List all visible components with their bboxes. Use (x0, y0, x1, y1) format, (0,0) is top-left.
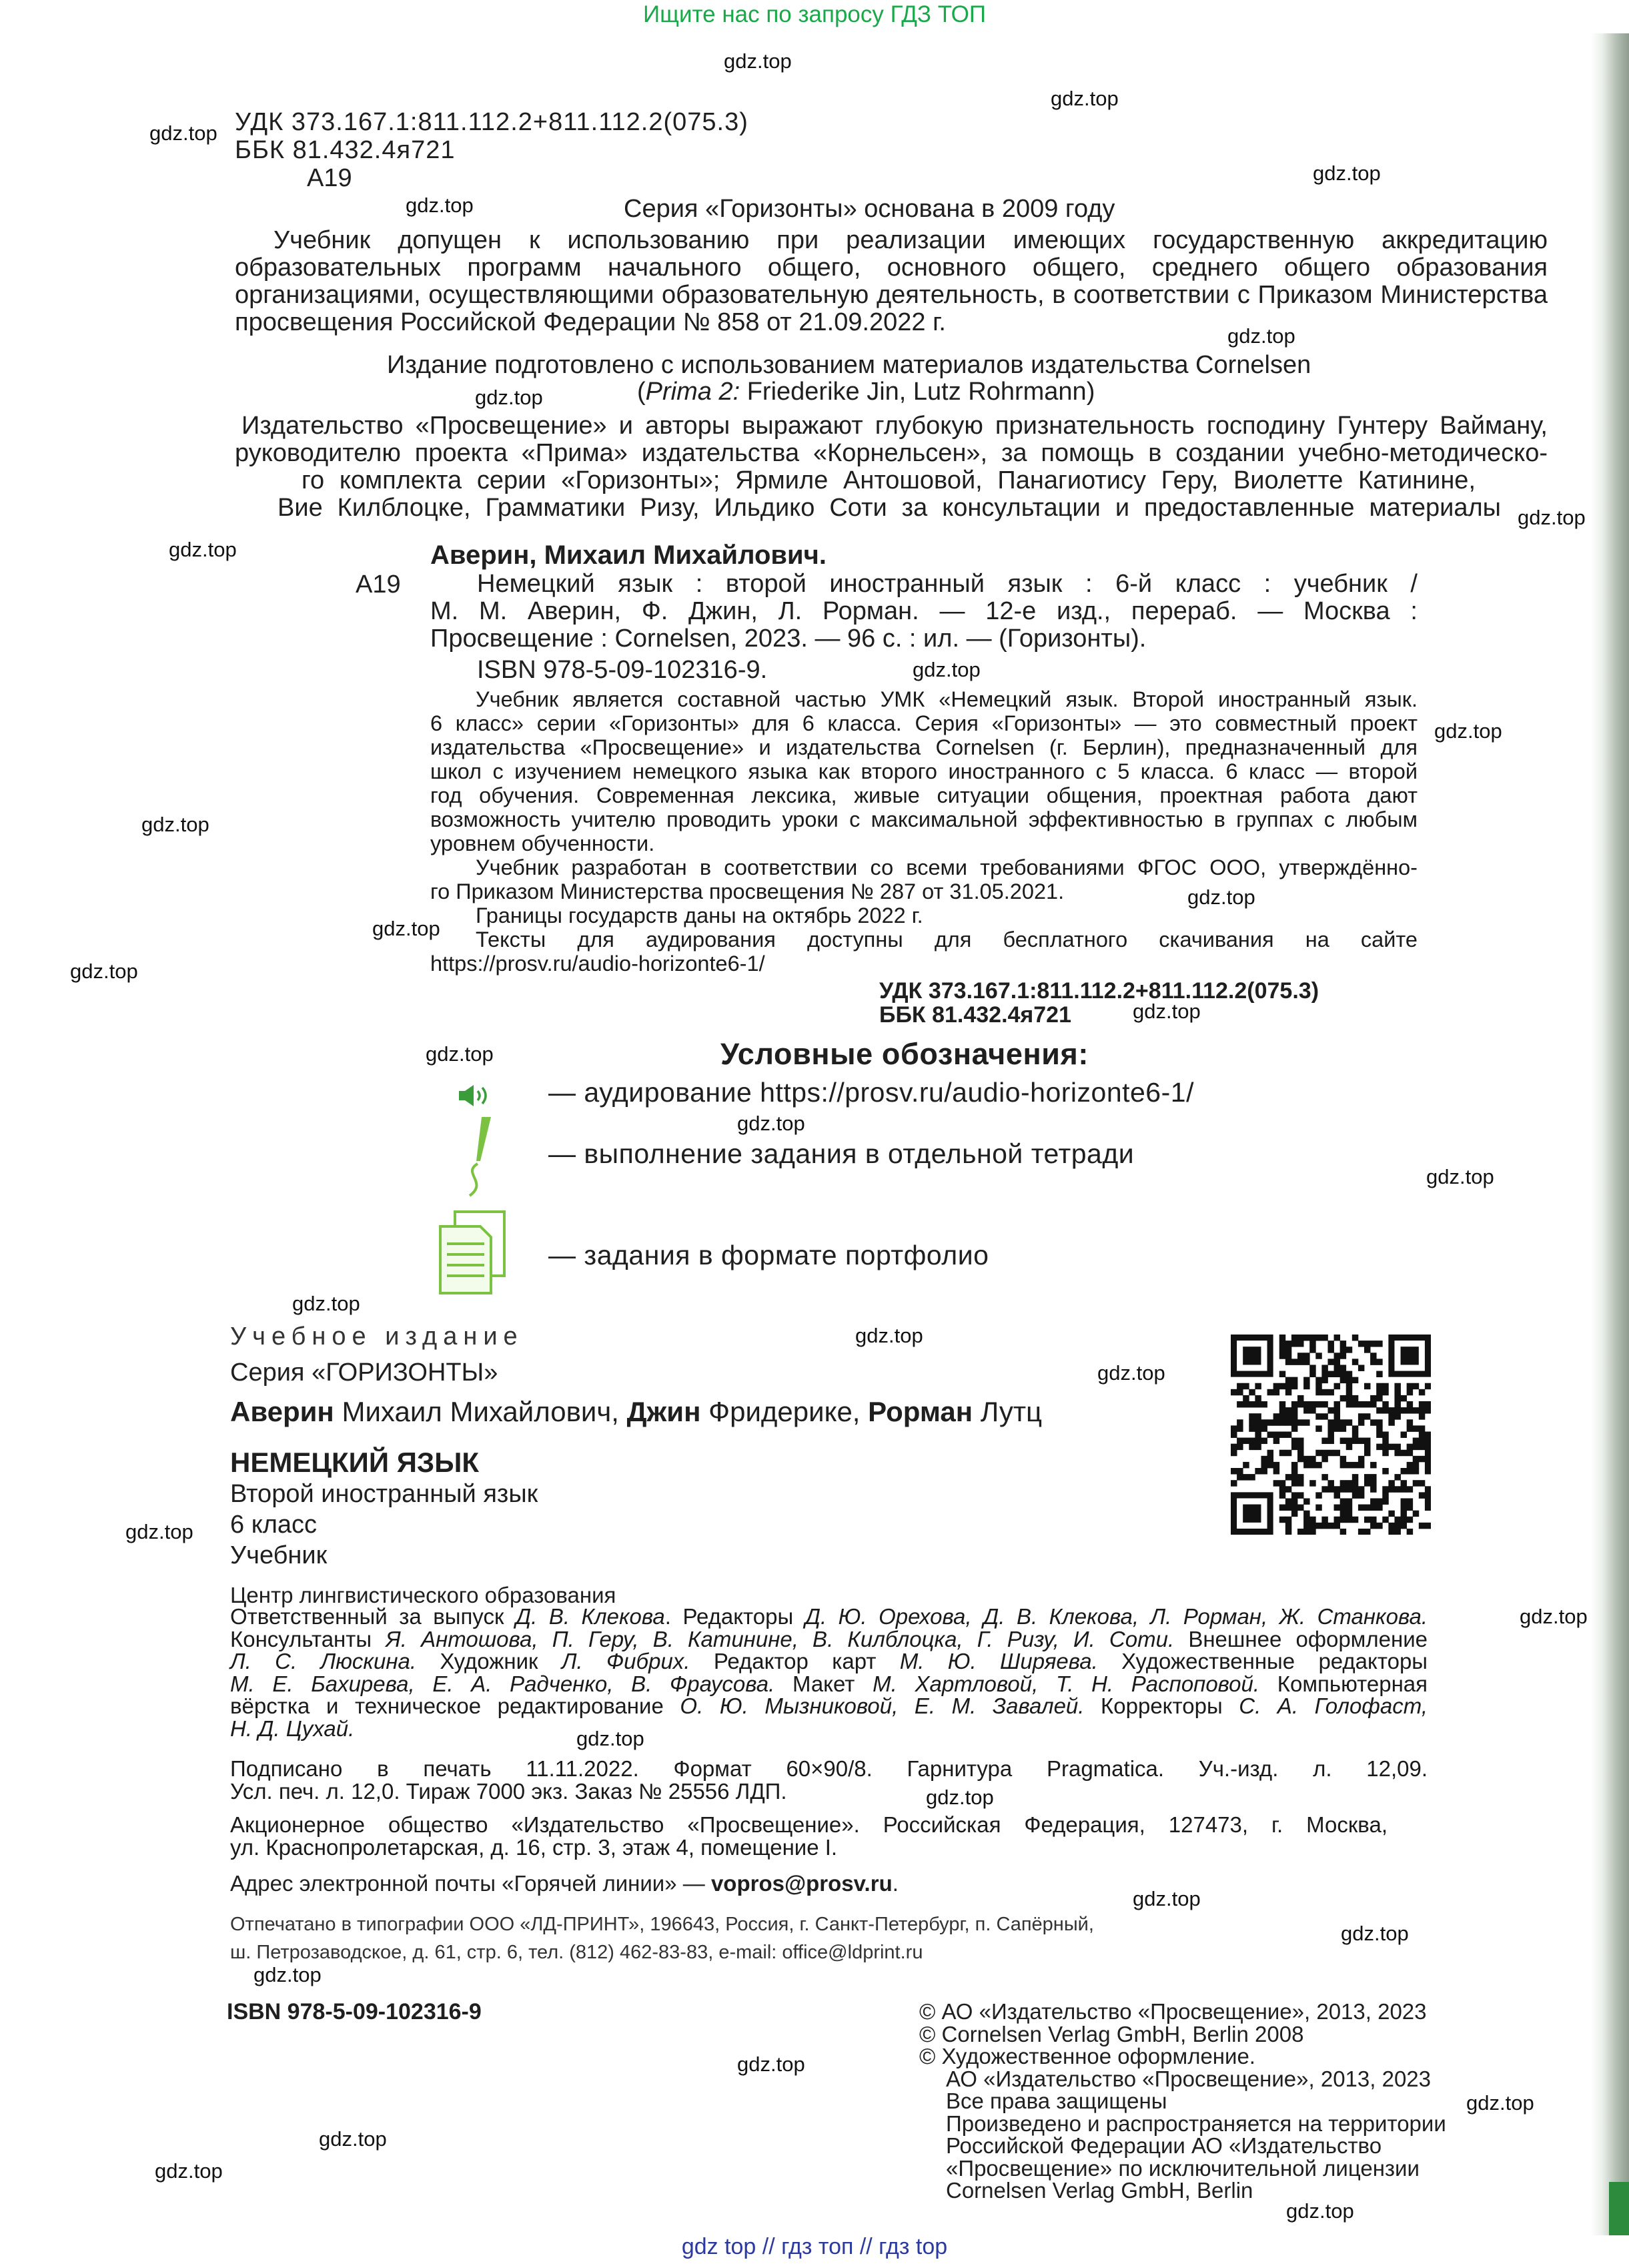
watermark: gdz.top (406, 194, 474, 217)
watermark: gdz.top (475, 386, 543, 409)
watermark: gdz.top (292, 1292, 360, 1315)
text-line: организациями, осуществляющими образовательную деятельность, в соответствии с Приказом Министерства (235, 281, 1548, 309)
watermark: gdz.top (1341, 1922, 1409, 1945)
text-line: издательства «Просвещение» и издательства Cornelsen (г. Берлин), предназначенный для (430, 735, 1418, 759)
catalog-udk: УДК 373.167.1:811.112.2+811.112.2(075.3) (879, 978, 1319, 1004)
text-line: год обучения. Современная лексика, живые ситуации общения, проектная работа дают (430, 783, 1418, 807)
speaker-icon (458, 1082, 495, 1109)
imprint-isbn: ISBN 978-5-09-102316-9 (227, 1999, 482, 2024)
copyright-line: Все права защищены (946, 2089, 1167, 2113)
watermark: gdz.top (155, 2159, 223, 2183)
top-banner[interactable]: Ищите нас по запросу ГДЗ ТОП (643, 1, 986, 27)
author-name: Фридерике, (708, 1396, 861, 1427)
watermark: gdz.top (1466, 2091, 1534, 2115)
text-line: Учебник разработан в соответствии со всеми требованиями ФГОС ООО, утверждённо- (476, 855, 1418, 879)
imprint-series: Серия «ГОРИЗОНТЫ» (230, 1359, 498, 1387)
watermark: gdz.top (1286, 2199, 1354, 2223)
watermark: gdz.top (1133, 1000, 1201, 1023)
text-line: Усл. печ. л. 12,0. Тираж 7000 экз. Заказ № 25556 ЛДП. (230, 1779, 787, 1804)
author-surname: Аверин (230, 1396, 334, 1427)
prima-authors: Friederike Jin, Lutz Rohrmann) (746, 378, 1095, 406)
text-line: М. М. Аверин, Ф. Джин, Л. Рорман. — 12-е изд., перераб. — Москва : (430, 597, 1418, 625)
header-udk: УДК 373.167.1:811.112.2+811.112.2(075.3) (235, 108, 748, 136)
copyright-line: Российской Федерации АО «Издательство (946, 2133, 1382, 2158)
edition-note-line2: (Prima 2: Friederike Jin, Lutz Rohrmann) (637, 378, 1095, 406)
text-line: Границы государств даны на октябрь 2022 г. (476, 903, 923, 927)
staff-names: М. Е. Бахирева, Е. А. Радченко, В. Фраусова. (230, 1671, 775, 1696)
staff-label: Внешнее оформление (1188, 1626, 1428, 1651)
header-bbk: ББК 81.432.4я721 (235, 136, 456, 164)
staff-names: М. Ю. Ширяева. (899, 1649, 1098, 1673)
staff-label: Художник (440, 1649, 538, 1673)
watermark: gdz.top (1133, 1887, 1201, 1910)
footer-links[interactable]: gdz top // гдз топ // гдз top (681, 2234, 948, 2259)
watermark: gdz.top (253, 1963, 322, 1986)
text-line: ул. Краснопролетарская, д. 16, стр. 3, этаж 4, помещение I. (230, 1835, 838, 1860)
staff-names: Л. С. Люскина. (230, 1649, 417, 1673)
staff-label: Художественные редакторы (1121, 1649, 1428, 1673)
author-surname: Рорман (868, 1396, 973, 1427)
linguistic-center: Центр лингвистического образования (230, 1583, 616, 1607)
legend-title: Условные обозначения: (720, 1037, 1089, 1071)
text-line: школ с изучением немецкого языка как второго иностранного с 5 класса. 6 класс — второй (430, 759, 1418, 783)
staff-names: М. Хартловой, Т. Н. Распоповой. (873, 1671, 1260, 1696)
catalog-isbn: ISBN 978-5-09-102316-9. (477, 656, 768, 684)
text-line: го комплекта серии «Горизонты»; Ярмиле Антошовой, Панагиотису Геру, Виолетте Катинине, (302, 466, 1476, 494)
edition-type: Учебное издание (230, 1322, 524, 1351)
watermark: gdz.top (70, 960, 138, 983)
copyright-line: Cornelsen Verlag GmbH, Berlin (946, 2178, 1253, 2203)
hotline-email-link[interactable]: vopros@prosv.ru (710, 1871, 893, 1896)
qr-code[interactable] (1231, 1335, 1431, 1535)
legend-audio-text: — аудирование https://prosv.ru/audio-horizonte6-1/ (548, 1077, 1194, 1108)
watermark: gdz.top (1227, 324, 1295, 348)
staff-label: Редакторы (682, 1604, 794, 1629)
catalog-code: А19 (356, 571, 401, 599)
author-name: Лутц (980, 1396, 1043, 1427)
text-line: Вие Килблоцке, Грамматики Ризу, Ильдико Соти за консультации и предоставленные материалы (278, 494, 1501, 522)
watermark: gdz.top (125, 1520, 193, 1543)
text-line: Издательство «Просвещение» и авторы выражают глубокую признательность господину Гунтеру Вайману, (241, 412, 1548, 440)
imprint-authors (230, 1396, 1042, 1428)
text-line: Учебник является составной частью УМК «Немецкий язык. Второй иностранный язык. (476, 687, 1418, 711)
author-surname: Джин (626, 1396, 701, 1427)
text-line: уровнем обученности. (430, 831, 655, 855)
staff-names: Д. В. Клекова (515, 1604, 665, 1629)
staff-names: С. А. Голофаст, (1239, 1693, 1428, 1718)
approval-paragraph (235, 227, 1548, 336)
watermark: gdz.top (913, 658, 981, 681)
page-edge-shadow (1590, 33, 1629, 2235)
staff-label: Консультанты (230, 1626, 372, 1651)
watermark: gdz.top (1518, 506, 1586, 529)
edition-note-line1: Издание подготовлено с использованием материалов издательства Cornelsen (387, 351, 1311, 379)
book-title: НЕМЕЦКИЙ ЯЗЫК (230, 1447, 479, 1478)
book-subtitle: Второй иностранный язык (230, 1480, 538, 1508)
text-line: руководителю проекта «Прима» издательства «Корнельсен», за помощь в создании учебно-методическо- (235, 439, 1548, 467)
watermark: gdz.top (1097, 1361, 1165, 1385)
text-line: го Приказом Министерства просвещения № 287 от 31.05.2021. (430, 879, 1065, 903)
watermark: gdz.top (1313, 161, 1381, 185)
staff-label: Корректоры (1101, 1693, 1223, 1718)
copyright-line: © Художественное оформление. (919, 2044, 1255, 2068)
series-founded-note: Серия «Горизонты» основана в 2009 году (624, 195, 1115, 223)
text-line: образовательных программ начального общего, основного общего, среднего общего образования (235, 254, 1548, 282)
watermark: gdz.top (737, 2052, 805, 2076)
watermark: gdz.top (1520, 1605, 1588, 1628)
text-line: возможность учителю проводить уроки с максимальной эффективностью в группах с любым (430, 807, 1418, 831)
text-line: просвещения Российской Федерации № 858 от 21.09.2022 г. (235, 308, 946, 336)
staff-label: Макет (792, 1671, 855, 1696)
copyright-line: © Cornelsen Verlag GmbH, Berlin 2008 (919, 2021, 1304, 2046)
portfolio-icon (434, 1208, 510, 1298)
watermark: gdz.top (141, 813, 209, 836)
prima-title: Prima 2: (645, 378, 740, 406)
legend-notebook-text: — выполнение задания в отдельной тетради (548, 1138, 1135, 1169)
watermark: gdz.top (855, 1324, 923, 1347)
text-line: Просвещение : Cornelsen, 2023. — 96 с. : ил. — (Горизонты). (430, 625, 1147, 653)
legend-portfolio-text: — задания в формате портфолио (548, 1240, 989, 1270)
catalog-record (430, 571, 1418, 653)
hotline-email-line: Адрес электронной почты «Горячей линии» — vopros@prosv.ru. (230, 1871, 899, 1896)
signed-paragraph (230, 1758, 1428, 1803)
catalog-abstract (430, 687, 1418, 976)
watermark: gdz.top (1051, 87, 1119, 110)
watermark: gdz.top (149, 121, 217, 145)
staff-label: Редактор карт (713, 1649, 877, 1673)
watermark: gdz.top (1434, 719, 1502, 743)
watermark: gdz.top (1426, 1165, 1494, 1188)
staff-names: Н. Д. Цухай. (230, 1716, 355, 1741)
watermark: gdz.top (576, 1727, 644, 1750)
watermark: gdz.top (426, 1042, 494, 1066)
book-type: Учебник (230, 1541, 328, 1569)
audio-url-text: https://prosv.ru/audio-horizonte6-1/ (430, 952, 765, 976)
email-label: Адрес электронной почты «Горячей линии» — (230, 1871, 711, 1896)
watermark: gdz.top (724, 49, 792, 73)
header-code: А19 (307, 164, 352, 192)
copyright-line: «Просвещение» по исключительной лицензии (946, 2155, 1420, 2181)
staff-label: Ответственный за выпуск (230, 1604, 504, 1629)
staff-paragraph: Ответственный за выпуск Д. В. Клекова. Редакторы Д. Ю. Орехова, Д. В. Клекова, Л. Рорман, Ж. Станкова. Консультанты Я. Антошова, П. Геру, В. Катинине, В. Килблоцка, Г. Ризу, И. Соти. Внешнее оформление Л. С. Люскина. Художник Л. Фибрих. Редактор карт М. Ю. Ширяева. Художественные редакторы М. Е. Бахирева, Е. А. Радченко, В. Фраусова. Макет М. Хартловой, Т. Н. Распоповой. Компьютерная вёрстка и техническое редактирование О. Ю. Мызниковой, Е. М. Завалей. Корректоры С. А. Голофаст, Н. Д. Цухай. (230, 1604, 1428, 1741)
printed-line-1: Отпечатано в типографии ООО «ЛД-ПРИНТ», 196643, Россия, г. Санкт-Петербург, п. Сапёрный, (230, 1914, 1094, 1935)
book-grade: 6 класс (230, 1511, 318, 1539)
watermark: gdz.top (737, 1112, 805, 1135)
staff-names: Л. Фибрих. (561, 1649, 690, 1673)
copyright-line: © АО «Издательство «Просвещение», 2013, 2023 (919, 1999, 1427, 2024)
publisher-paragraph (230, 1814, 1388, 1859)
staff-names: Я. Антошова, П. Геру, В. Катинине, В. Килблоцка, Г. Ризу, И. Соти. (386, 1626, 1175, 1651)
gratitude-paragraph (235, 412, 1548, 522)
text-line: Подписано в печать 11.11.2022. Формат 60×90/8. Гарнитура Pragmatica. Уч.-изд. л. 12,09. (230, 1756, 1428, 1781)
text-line: Акционерное общество «Издательство «Просвещение». Российская Федерация, 127473, г. Москва, (230, 1812, 1388, 1837)
catalog-author: Аверин, Михаил Михайлович. (430, 540, 827, 570)
author-name: Михаил Михайлович, (342, 1396, 619, 1427)
watermark: gdz.top (169, 538, 237, 561)
copyright-line: Произведено и распространяется на территории (946, 2111, 1446, 2136)
copyright-block (919, 2000, 1520, 2202)
staff-names: Д. Ю. Орехова, Д. В. Клекова, Л. Рорман, Ж. Станкова. (804, 1604, 1428, 1629)
printed-line-2: ш. Петрозаводское, д. 61, стр. 6, тел. (812) 462-83-83, e-mail: office@ldprint.ru (230, 1942, 923, 1963)
catalog-bbk: ББК 81.432.4я721 (879, 1002, 1071, 1028)
watermark: gdz.top (319, 2127, 387, 2151)
staff-names: О. Ю. Мызниковой, Е. М. Завалей. (680, 1693, 1085, 1718)
text-line: Тексты для аудирования доступны для бесплатного скачивания на сайте (476, 927, 1418, 952)
text-line: Учебник допущен к использованию при реализации имеющих государственную аккредитацию (274, 226, 1548, 254)
page-edge-green-strip (1609, 2182, 1629, 2235)
copyright-line: АО «Издательство «Просвещение», 2013, 2023 (946, 2066, 1432, 2091)
watermark: gdz.top (1187, 885, 1255, 909)
watermark: gdz.top (372, 917, 440, 940)
text-line: 6 класс» серии «Горизонты» для 6 класса. Серия «Горизонты» — это совместный проект (430, 711, 1418, 735)
watermark: gdz.top (926, 1786, 994, 1809)
text-line: Немецкий язык : второй иностранный язык : 6-й класс : учебник / (477, 570, 1418, 598)
pen-icon (448, 1113, 508, 1200)
